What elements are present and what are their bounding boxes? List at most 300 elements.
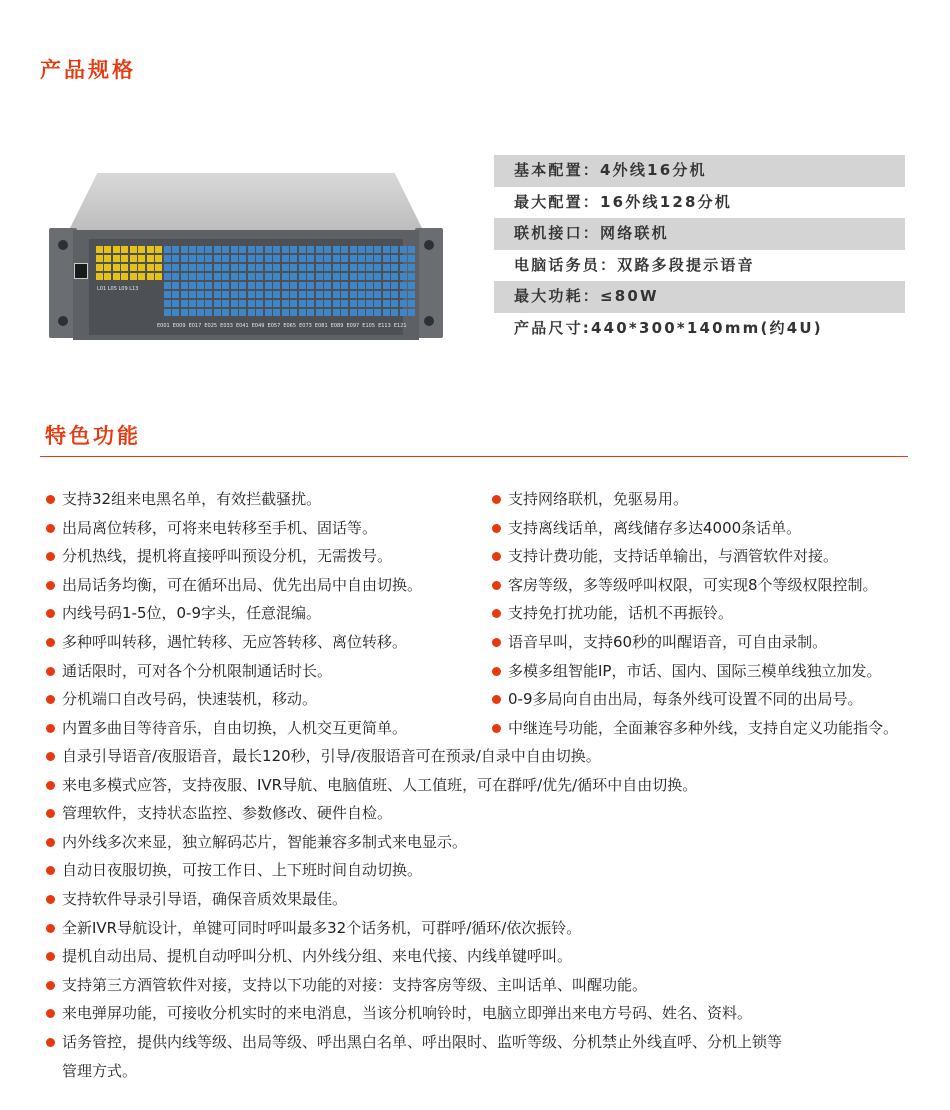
feature-item: 多种呼叫转移，遇忙转移、无应答转移、离位转移。 [44, 628, 494, 657]
rj11-port [299, 309, 306, 316]
feature-item: 支持网络联机，免驱易用。 [490, 485, 950, 514]
rj11-port [248, 300, 255, 307]
trunk-port-group [130, 246, 145, 280]
rj11-port [231, 309, 238, 316]
rj11-port [214, 255, 221, 262]
rj11-port [265, 255, 272, 262]
trunk-port-group [96, 246, 111, 280]
rj11-port [290, 282, 297, 289]
rj11-port [197, 282, 204, 289]
rj11-port [164, 291, 171, 298]
rj11-port [408, 309, 415, 316]
rj11-port [239, 264, 246, 271]
rj11-port [256, 291, 263, 298]
rj11-port [155, 273, 162, 280]
rj11-port [172, 282, 179, 289]
spec-value: 440*300*140mm(约4U) [591, 318, 823, 337]
spec-value: ≤80W [600, 287, 659, 306]
rj11-port [383, 246, 390, 253]
rj11-port [316, 264, 323, 271]
rj11-port [239, 255, 246, 262]
feature-item: 分机热线，提机将直接呼叫预设分机，无需拨号。 [44, 542, 494, 571]
feature-item: 0-9多局向自由出局，每条外线可设置不同的出局号。 [490, 685, 950, 714]
rj11-port [214, 264, 221, 271]
rj11-port [273, 273, 280, 280]
rj11-port [104, 246, 111, 253]
rj11-port [222, 309, 229, 316]
rj11-port [299, 300, 306, 307]
feature-item: 提机自动出局、提机自动呼叫分机、内外线分组、来电代接、内线单键呼叫。 [44, 942, 924, 971]
rj11-port [121, 255, 128, 262]
rj11-port [197, 300, 204, 307]
rj11-port [172, 255, 179, 262]
rj11-port [256, 264, 263, 271]
rj11-port [181, 273, 188, 280]
spec-row-max [494, 187, 905, 219]
rj11-port [239, 300, 246, 307]
spec-row-power [494, 281, 905, 313]
rj11-port [147, 273, 154, 280]
rj11-port [104, 264, 111, 271]
rj11-port [265, 309, 272, 316]
rj11-port [197, 273, 204, 280]
spec-value: 网络联机 [600, 224, 669, 243]
rj11-port [408, 273, 415, 280]
rj11-port [273, 255, 280, 262]
rj11-port [164, 273, 171, 280]
spec-value: 16外线128分机 [600, 192, 733, 211]
rj11-port [324, 264, 331, 271]
rj11-port [341, 282, 348, 289]
rj11-port [172, 300, 179, 307]
rj11-port [256, 246, 263, 253]
rj11-port [324, 246, 331, 253]
spec-label: 最大配置： [514, 192, 601, 211]
rj11-port [282, 309, 289, 316]
rj11-port [341, 264, 348, 271]
rj11-port [333, 273, 340, 280]
feature-item: 全新IVR导航设计，单键可同时呼叫最多32个话务机，可群呼/循环/依次振铃。 [44, 914, 924, 943]
rj11-port [324, 309, 331, 316]
feature-list-full [44, 742, 924, 1085]
rj11-port [222, 255, 229, 262]
rj11-port [214, 291, 221, 298]
rj11-port [222, 282, 229, 289]
rj11-port [341, 291, 348, 298]
extension-port-group [265, 246, 280, 316]
rj11-port [282, 300, 289, 307]
rj11-port [231, 246, 238, 253]
rj11-port [391, 246, 398, 253]
rj11-port [341, 309, 348, 316]
rj11-port [205, 309, 212, 316]
rj11-port [350, 291, 357, 298]
rj11-port [383, 255, 390, 262]
rj11-port [299, 291, 306, 298]
rj11-port [273, 264, 280, 271]
spec-label: 电脑话务员： [514, 255, 618, 274]
rj11-port [290, 309, 297, 316]
rj11-port [164, 255, 171, 262]
rj11-port [408, 291, 415, 298]
rj11-port [239, 309, 246, 316]
rj11-port [214, 246, 221, 253]
rj11-port [239, 282, 246, 289]
extension-port-group [282, 246, 297, 316]
rj11-port [358, 255, 365, 262]
rj11-port [316, 309, 323, 316]
rj11-port [350, 264, 357, 271]
rj11-port [333, 264, 340, 271]
rj11-port [358, 282, 365, 289]
rj11-port [316, 291, 323, 298]
rj11-port [155, 255, 162, 262]
rj11-port [408, 264, 415, 271]
rj11-port [130, 255, 137, 262]
rj11-port [299, 246, 306, 253]
spec-label: 基本配置： [514, 161, 601, 179]
spec-value: 4外线16分机 [600, 161, 707, 179]
rj11-port [104, 255, 111, 262]
rj11-port [164, 246, 171, 253]
rj11-port [316, 246, 323, 253]
rj11-port [205, 246, 212, 253]
rj11-port [341, 300, 348, 307]
feature-item: 客房等级，多等级呼叫权限，可实现8个等级权限控制。 [490, 571, 950, 600]
rj11-port [408, 300, 415, 307]
rj11-port [316, 282, 323, 289]
rj11-port [197, 246, 204, 253]
extension-port-group [164, 246, 179, 316]
rj11-port [400, 264, 407, 271]
rj11-port [307, 300, 314, 307]
feature-item: 内置多曲目等待音乐，自由切换，人机交互更简单。 [44, 714, 494, 743]
rj11-port [273, 300, 280, 307]
rj11-port [324, 300, 331, 307]
rj11-port [147, 255, 154, 262]
rj11-port [181, 255, 188, 262]
rj11-port [189, 309, 196, 316]
rj11-port [358, 300, 365, 307]
rj11-port [341, 255, 348, 262]
rj11-port [138, 264, 145, 271]
extension-port-group [181, 246, 196, 316]
rj11-port [366, 273, 373, 280]
rj11-port [181, 282, 188, 289]
trunk-port-group [113, 246, 128, 280]
rj11-port [400, 300, 407, 307]
rj11-port [307, 273, 314, 280]
extension-port-group [333, 246, 348, 316]
rj11-port [231, 300, 238, 307]
rj11-port [256, 255, 263, 262]
rj11-port [408, 246, 415, 253]
rj11-port [350, 273, 357, 280]
ethernet-port-icon [74, 263, 88, 279]
rj11-port [290, 246, 297, 253]
rj11-port [350, 246, 357, 253]
rj11-port [299, 255, 306, 262]
rj11-port [222, 273, 229, 280]
rj11-port [121, 264, 128, 271]
spec-row-size [494, 313, 905, 345]
rj11-port [383, 291, 390, 298]
rj11-port [265, 300, 272, 307]
rj11-port [189, 273, 196, 280]
rj11-port [214, 300, 221, 307]
rj11-port [147, 246, 154, 253]
rj11-port [273, 309, 280, 316]
rj11-port [265, 264, 272, 271]
extension-port-group [366, 246, 381, 316]
feature-item: 出局话务均衡，可在循环出局、优先出局中自由切换。 [44, 571, 494, 600]
rj11-port [374, 291, 381, 298]
rj11-port [307, 246, 314, 253]
rj11-port [374, 264, 381, 271]
feature-item: 通话限时，可对各个分机限制通话时长。 [44, 657, 494, 686]
rj11-port [222, 291, 229, 298]
rj11-port [248, 273, 255, 280]
spec-label: 产品尺寸: [514, 318, 591, 337]
rj11-port [172, 246, 179, 253]
rj11-port [408, 255, 415, 262]
rj11-port [256, 300, 263, 307]
extension-port-group [316, 246, 331, 316]
rj11-port [400, 246, 407, 253]
feature-item: 支持软件导录引导语，确保音质效果最佳。 [44, 885, 924, 914]
rj11-port [299, 273, 306, 280]
feature-item: 出局离位转移，可将来电转移至手机、固话等。 [44, 514, 494, 543]
pbx-device-image [49, 173, 443, 340]
rj11-port [172, 309, 179, 316]
rj11-port [290, 291, 297, 298]
rj11-port [113, 264, 120, 271]
rj11-port [138, 255, 145, 262]
rj11-port [113, 273, 120, 280]
rj11-port [96, 255, 103, 262]
rj11-port [248, 246, 255, 253]
rj11-port [358, 246, 365, 253]
rj11-port [333, 309, 340, 316]
spec-table [494, 155, 905, 345]
rj11-port [273, 246, 280, 253]
rj11-port [205, 300, 212, 307]
rj11-port [172, 273, 179, 280]
rj11-port [181, 246, 188, 253]
spec-row-basic [494, 155, 905, 187]
rj11-port [164, 300, 171, 307]
rj11-port [400, 291, 407, 298]
rj11-port [366, 255, 373, 262]
rj11-port [239, 291, 246, 298]
extension-port-group [400, 246, 415, 316]
rj11-port [214, 309, 221, 316]
trunk-port-group [147, 246, 162, 280]
rj11-port [197, 309, 204, 316]
rj11-port [400, 282, 407, 289]
rj11-port [273, 291, 280, 298]
extension-port-group [248, 246, 263, 316]
feature-item: 自动日夜服切换，可按工作日、上下班时间自动切换。 [44, 856, 924, 885]
rj11-port [333, 300, 340, 307]
feature-list-left [44, 485, 494, 742]
rj11-port [316, 273, 323, 280]
rj11-port [256, 273, 263, 280]
rj11-port [307, 282, 314, 289]
rj11-port [282, 291, 289, 298]
rj11-port [358, 273, 365, 280]
rj11-port [189, 282, 196, 289]
rj11-port [256, 282, 263, 289]
rj11-port [374, 255, 381, 262]
feature-item: 语音早叫，支持60秒的叫醒语音，可自由录制。 [490, 628, 950, 657]
rj11-port [282, 282, 289, 289]
rj11-port [391, 273, 398, 280]
rj11-port [299, 282, 306, 289]
rj11-port [290, 300, 297, 307]
rj11-port [104, 273, 111, 280]
rj11-port [222, 300, 229, 307]
rj11-port [341, 273, 348, 280]
rj11-port [374, 300, 381, 307]
rj11-port [341, 246, 348, 253]
feature-item: 自录引导语音/夜服语音，最长120秒，引导/夜服语音可在预录/自录中自由切换。 [44, 742, 924, 771]
extension-port-group [383, 246, 398, 316]
rj11-port [366, 246, 373, 253]
rj11-port [189, 246, 196, 253]
rj11-port [282, 264, 289, 271]
rj11-port [189, 255, 196, 262]
rj11-port [265, 246, 272, 253]
feature-item: 来电多模式应答，支持夜服、IVR导航、电脑值班、人工值班，可在群呼/优先/循环中自由切换。 [44, 771, 924, 800]
rj11-port [282, 246, 289, 253]
feature-item: 支持计费功能，支持话单输出，与酒管软件对接。 [490, 542, 950, 571]
rj11-port [197, 291, 204, 298]
rj11-port [358, 291, 365, 298]
rj11-port [366, 309, 373, 316]
rj11-port [265, 291, 272, 298]
rj11-port [374, 273, 381, 280]
rj11-port [231, 282, 238, 289]
rj11-port [181, 309, 188, 316]
rj11-port [265, 282, 272, 289]
rj11-port [400, 273, 407, 280]
rj11-port [231, 273, 238, 280]
rj11-port [350, 282, 357, 289]
rj11-port [138, 246, 145, 253]
feature-item: 中继连号功能，全面兼容多种外线，支持自定义功能指令。 [490, 714, 950, 743]
feature-item: 来电弹屏功能，可接收分机实时的来电消息，当该分机响铃时，电脑立即弹出来电方号码、姓名、资料。 [44, 999, 924, 1028]
rj11-port [324, 255, 331, 262]
feature-section-title: 特色功能 [45, 424, 141, 448]
rj11-port [222, 264, 229, 271]
feature-item-continuation: 管理方式。 [62, 1061, 138, 1080]
feature-item: 支持32组来电黑名单，有效拦截骚扰。 [44, 485, 494, 514]
rj11-port [307, 291, 314, 298]
section-divider [40, 456, 908, 457]
rj11-port [121, 273, 128, 280]
rj11-port [189, 264, 196, 271]
rj11-port [391, 291, 398, 298]
rj11-port [265, 273, 272, 280]
rj11-port [256, 309, 263, 316]
rj11-port [96, 273, 103, 280]
rj11-port [130, 273, 137, 280]
rj11-port [383, 309, 390, 316]
rj11-port [316, 300, 323, 307]
rj11-port [282, 273, 289, 280]
rj11-port [214, 282, 221, 289]
rj11-port [316, 255, 323, 262]
rj11-port [366, 300, 373, 307]
rj11-port [222, 246, 229, 253]
rj11-port [324, 291, 331, 298]
rj11-port [333, 282, 340, 289]
extension-port-group [231, 246, 246, 316]
rj11-port [231, 264, 238, 271]
rj11-port [366, 282, 373, 289]
rj11-port [189, 300, 196, 307]
feature-item: 分机端口自改号码，快速装机，移动。 [44, 685, 494, 714]
rj11-port [400, 255, 407, 262]
rj11-port [374, 309, 381, 316]
rj11-port [350, 309, 357, 316]
rj11-port [172, 291, 179, 298]
rj11-port [350, 255, 357, 262]
feature-item: 多模多组智能IP，市话、国内、国际三模单线独立加发。 [490, 657, 950, 686]
rj11-port [374, 282, 381, 289]
rj11-port [366, 264, 373, 271]
rj11-port [164, 309, 171, 316]
rj11-port [391, 309, 398, 316]
rj11-port [333, 291, 340, 298]
rj11-port [391, 264, 398, 271]
rj11-port [113, 255, 120, 262]
rj11-port [113, 246, 120, 253]
rj11-port [197, 264, 204, 271]
rj11-port [391, 282, 398, 289]
rj11-port [181, 291, 188, 298]
rj11-port [181, 264, 188, 271]
rj11-port [205, 282, 212, 289]
spec-label: 最大功耗： [514, 287, 601, 306]
feature-item: 话务管控，提供内线等级、出局等级、呼出黑白名单、呼出限时、监听等级、分机禁止外线直呼、分机上锁等 [44, 1028, 924, 1057]
rj11-port [383, 264, 390, 271]
feature-item: 支持离线话单，离线储存多达4000条话单。 [490, 514, 950, 543]
device-right-rack-ear [415, 228, 443, 338]
rj11-port [383, 300, 390, 307]
rj11-port [231, 291, 238, 298]
rj11-port [205, 264, 212, 271]
rj11-port [408, 282, 415, 289]
rj11-port [307, 264, 314, 271]
rj11-port [164, 282, 171, 289]
rj11-port [324, 273, 331, 280]
rj11-port [239, 246, 246, 253]
rj11-port [391, 255, 398, 262]
rj11-port [164, 264, 171, 271]
rj11-port [273, 282, 280, 289]
feature-item: 管理软件，支持状态监控、参数修改、硬件自检。 [44, 799, 924, 828]
feature-list-right [490, 485, 950, 742]
spec-label: 联机接口： [514, 224, 601, 243]
rj11-port [189, 291, 196, 298]
rj11-port [350, 300, 357, 307]
rj11-port [96, 246, 103, 253]
rj11-port [366, 291, 373, 298]
feature-item: 支持第三方酒管软件对接，支持以下功能的对接：支持客房等级、主叫话单、叫醒功能。 [44, 971, 924, 1000]
rj11-port [214, 273, 221, 280]
